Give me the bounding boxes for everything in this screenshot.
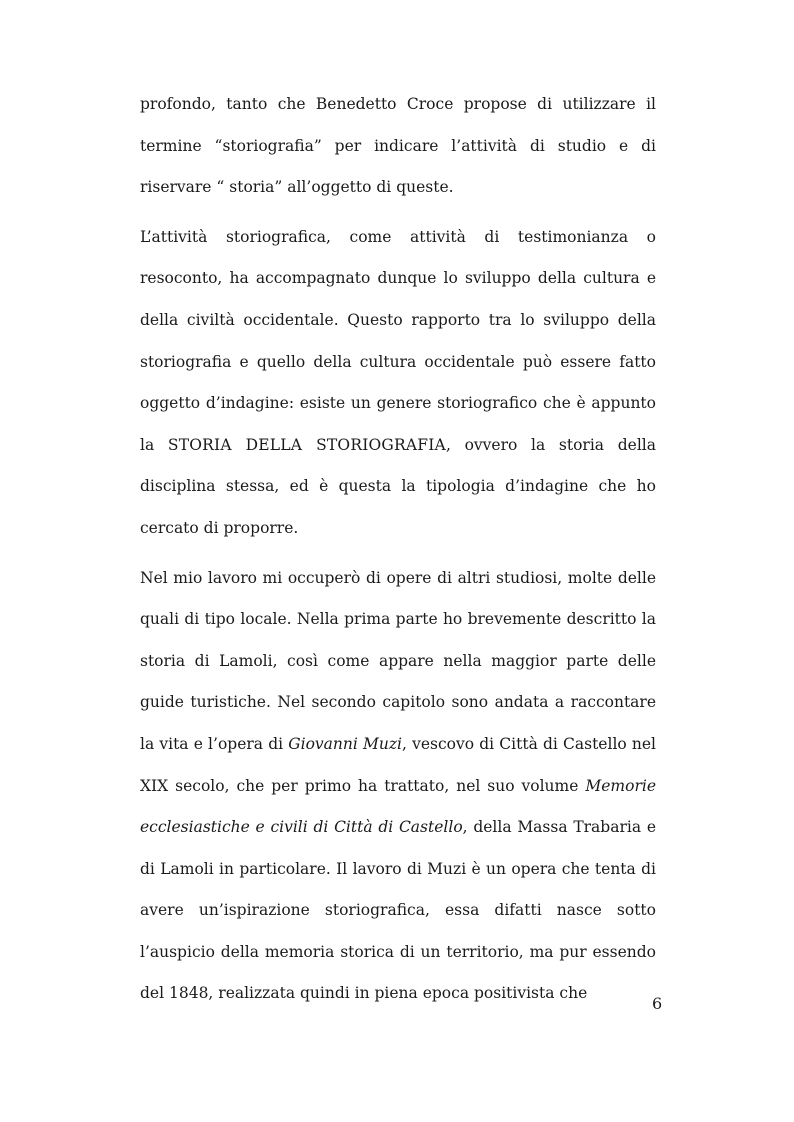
paragraph-3-text-1: Nel mio lavoro mi occuperò di opere di altri studiosi, molte delle quali di tipo locale. Nella prima parte ho brevemente descritto la storia di Lamoli, così come appare nella maggior parte delle guide turistiche. Nel secondo capitolo sono andata a raccontare la vita e l’opera di — [140, 568, 656, 753]
paragraph-1-text: profondo, tanto che Benedetto Croce propose di utilizzare il termine “storiografia” per indicare l’attività di studio e di riservare “ storia” all’oggetto di queste. — [140, 95, 656, 197]
paragraph-3 — [140, 558, 656, 1016]
author-name-italic: Giovanni Muzi — [288, 734, 402, 753]
paragraph-3-text-3: , della Massa Trabaria e di Lamoli in particolare. Il lavoro di Muzi è un opera che tenta di avere un’ispirazione storiografica, essa difatti nasce sotto l’auspicio della memoria storica di un territorio, ma pur essendo del 1848, realizzata quindi in piena epoca positivista che — [140, 818, 656, 1003]
paragraph-2-text-end: , ovvero la storia della disciplina stessa, ed è questa la tipologia d’indagine che ho cercato di proporre. — [140, 435, 656, 537]
paragraph-3-text-2: , vescovo di Città di Castello nel XIX secolo, che per primo ha trattato, nel suo volume — [140, 734, 657, 795]
paragraph-2-text-start: L’attività storiografica, come attività di testimonianza o resoconto, ha accompagnato dunque lo sviluppo della cultura e della civiltà occidentale. Questo rapporto tra lo sviluppo della storiografia e quello della cultura occidentale può essere fatto oggetto d’indagine: esiste un genere storiografico che è appunto la — [140, 227, 656, 454]
paragraph-2-small-caps: STORIA DELLA STORIOGRAFIA — [167, 435, 446, 454]
page-number: 6 — [652, 994, 663, 1013]
paragraph-2 — [140, 217, 656, 550]
paragraph-1 — [140, 84, 656, 209]
book-title-italic: Memorie ecclesiastiche e civili di Città di Castello — [140, 776, 656, 837]
page-body — [140, 84, 656, 1023]
